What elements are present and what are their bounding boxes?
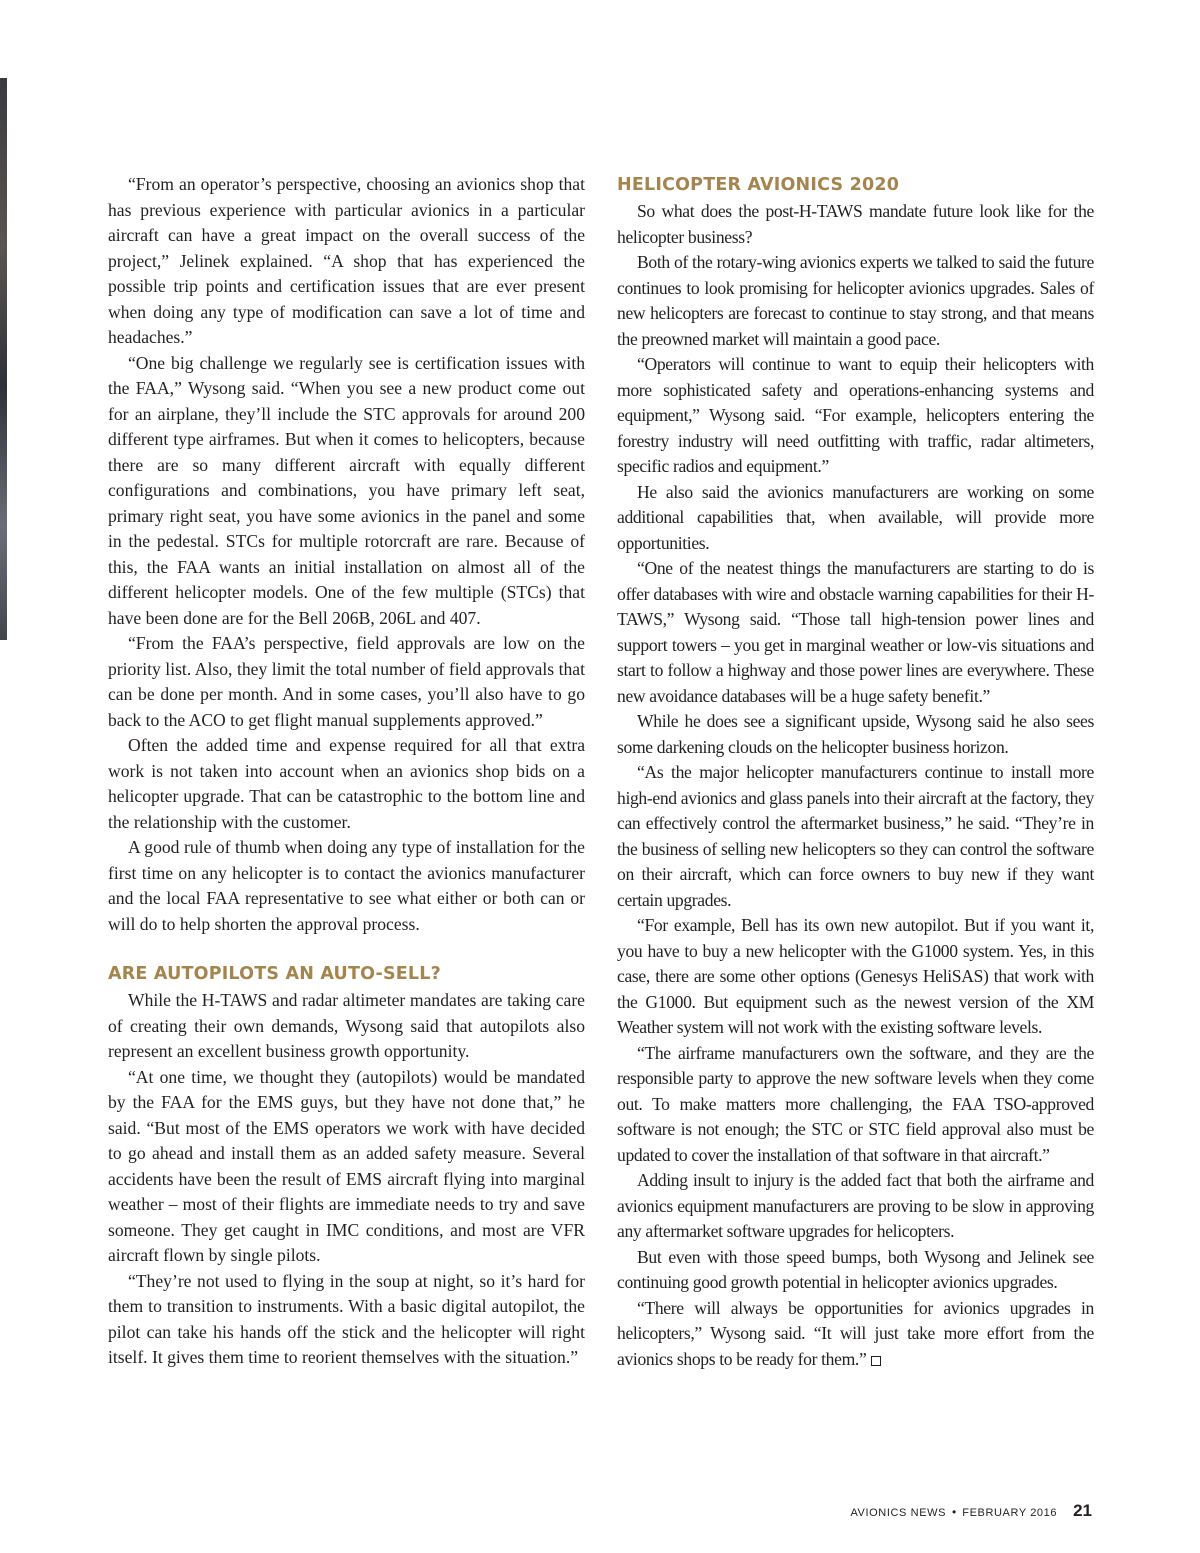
paragraph: Often the added time and expense required for all that extra work is not taken into account when an avionics shop bids on a helicopter upgrade. That can be catastrophic to the bottom line and the relationship with the customer. xyxy=(108,735,585,832)
left-paragraphs-2 xyxy=(108,988,585,1371)
final-paragraph-text: “There will always be opportunities for avionics upgrades in helicopters,” Wysong said. “It will just take more effort from the avionics shops to be ready for them.” xyxy=(617,1297,1094,1369)
paragraph: “One big challenge we regularly see is certification issues with the FAA,” Wysong said. “When you see a new product come out for an airplane, they’ll include the STC approvals for around 200 different type airframes. But when it comes to helicopters, because there are so many different aircraft with equally different configurations and combinations, you have primary left seat, primary right seat, you have some avionics in the panel and some in the pedestal. STCs for multiple rotorcraft are rare. Because of this, the FAA wants an initial installation on almost all of the different helicopter models. One of the few multiple (STCs) that have been done are for the Bell 206B, 206L and 407. xyxy=(108,352,585,628)
footer-separator: • xyxy=(952,1505,957,1519)
publication-name: AVIONICS NEWS xyxy=(850,1507,947,1519)
paragraph: “They’re not used to flying in the soup at night, so it’s hard for them to transition to instruments. With a basic digital autopilot, the pilot can take his hands off the stick and the helicopter will right itself. It gives them time to reorient themselves with the situation.” xyxy=(108,1270,585,1367)
paragraph: “Operators will continue to want to equip their helicopters with more sophisticated safety and operations-enhancing systems and equipment,” Wysong said. “For example, helicopters entering the forestry industry will need outfitting with traffic, radar altimeters, specific radios and equipment.” xyxy=(617,354,1094,476)
paragraph: Adding insult to injury is the added fact that both the airframe and avionics equipment manufacturers are proving to be slow in approving any aftermarket software upgrades for helicopters. xyxy=(617,1170,1094,1241)
paragraph: “From the FAA’s perspective, field approvals are low on the priority list. Also, they limit the total number of field approvals that can be done per month. And in some cases, you’ll also have to go back to the ACO to get flight manual supplements approved.” xyxy=(108,633,585,730)
paragraph: “At one time, we thought they (autopilots) would be mandated by the FAA for the EMS guys, but they have not done that,” he said. “But most of the EMS operators we work with have decided to go ahead and install them as an added safety measure. Several accidents have been the result of EMS aircraft flying into marginal weather – most of their flights are immediate needs to try and save someone. They get caught in IMC conditions, and most are VFR aircraft flown by single pilots. xyxy=(108,1066,585,1265)
adjacent-photo-edge xyxy=(0,78,7,640)
paragraph: While he does see a significant upside, Wysong said he also sees some darkening clouds on the helicopter business horizon. xyxy=(617,711,1094,757)
end-mark-icon xyxy=(871,1356,881,1366)
paragraph: While the H-TAWS and radar altimeter mandates are taking care of creating their own demands, Wysong said that autopilots also represent an excellent business growth opportunity. xyxy=(108,990,585,1061)
final-paragraph xyxy=(617,1296,1094,1373)
issue-date: FEBRUARY 2016 xyxy=(962,1507,1058,1519)
section-heading-avionics-2020: HELICOPTER AVIONICS 2020 xyxy=(617,175,900,195)
paragraph: So what does the post-H-TAWS mandate future look like for the helicopter business? xyxy=(617,201,1094,247)
paragraph: A good rule of thumb when doing any type of installation for the first time on any helicopter is to contact the avionics manufacturer and the local FAA representative to see what either or both can or will do to help shorten the approval process. xyxy=(108,837,585,934)
paragraph: “The airframe manufacturers own the software, and they are the responsible party to approve the new software levels when they come out. To make matters more challenging, the FAA TSO-approved software is not enough; the STC or STC field approval also must be updated to cover the installation of that software in that aircraft.” xyxy=(617,1042,1094,1165)
page-footer xyxy=(850,1501,1092,1521)
paragraph: Both of the rotary-wing avionics experts we talked to said the future continues to look promising for helicopter avionics upgrades. Sales of new helicopters are forecast to continue to stay strong, and that means the preowned market will maintain a good pace. xyxy=(617,252,1094,349)
section-heading-autopilots: ARE AUTOPILOTS AN AUTO-SELL? xyxy=(108,964,441,984)
paragraph: “From an operator’s perspective, choosing an avionics shop that has previous experience with particular avionics in a particular aircraft can have a great impact on the overall success of the project,” Jelinek explained. “A shop that has experienced the possible trip points and certification issues that are ever present when doing any type of modification can save a lot of time and headaches.” xyxy=(108,174,585,347)
left-paragraphs-1 xyxy=(108,172,585,937)
paragraph: But even with those speed bumps, both Wysong and Jelinek see continuing good growth potential in helicopter avionics upgrades. xyxy=(617,1246,1094,1292)
paragraph: “For example, Bell has its own new autopilot. But if you want it, you have to buy a new helicopter with the G1000 system. Yes, in this case, there are some other options (Genesys HeliSAS) that work with the G1000. But equipment such as the newest version of the XM Weather system will not work with the existing software levels. xyxy=(617,915,1094,1037)
right-paragraphs xyxy=(617,199,1094,1372)
page-number: 21 xyxy=(1073,1501,1092,1520)
left-column xyxy=(108,172,585,1371)
paragraph: “One of the neatest things the manufacturers are starting to do is offer databases with wire and obstacle warning capabilities for their H-TAWS,” Wysong said. “Those tall high-tension power lines and support towers – you get in marginal weather or low-vis situations and start to follow a highway and those power lines are everywhere. These new avoidance databases will be a huge safety benefit.” xyxy=(617,558,1094,706)
paragraph: “As the major helicopter manufacturers continue to install more high-end avionics and glass panels into their aircraft at the factory, they can effectively control the aftermarket business,” he said. “They’re in the business of selling new helicopters so they can control the software on their aircraft, which can force owners to buy new if they want certain upgrades. xyxy=(617,762,1094,910)
paragraph: He also said the avionics manufacturers are working on some additional capabilities that, when available, will provide more opportunities. xyxy=(617,481,1094,553)
right-column xyxy=(617,172,1094,1372)
